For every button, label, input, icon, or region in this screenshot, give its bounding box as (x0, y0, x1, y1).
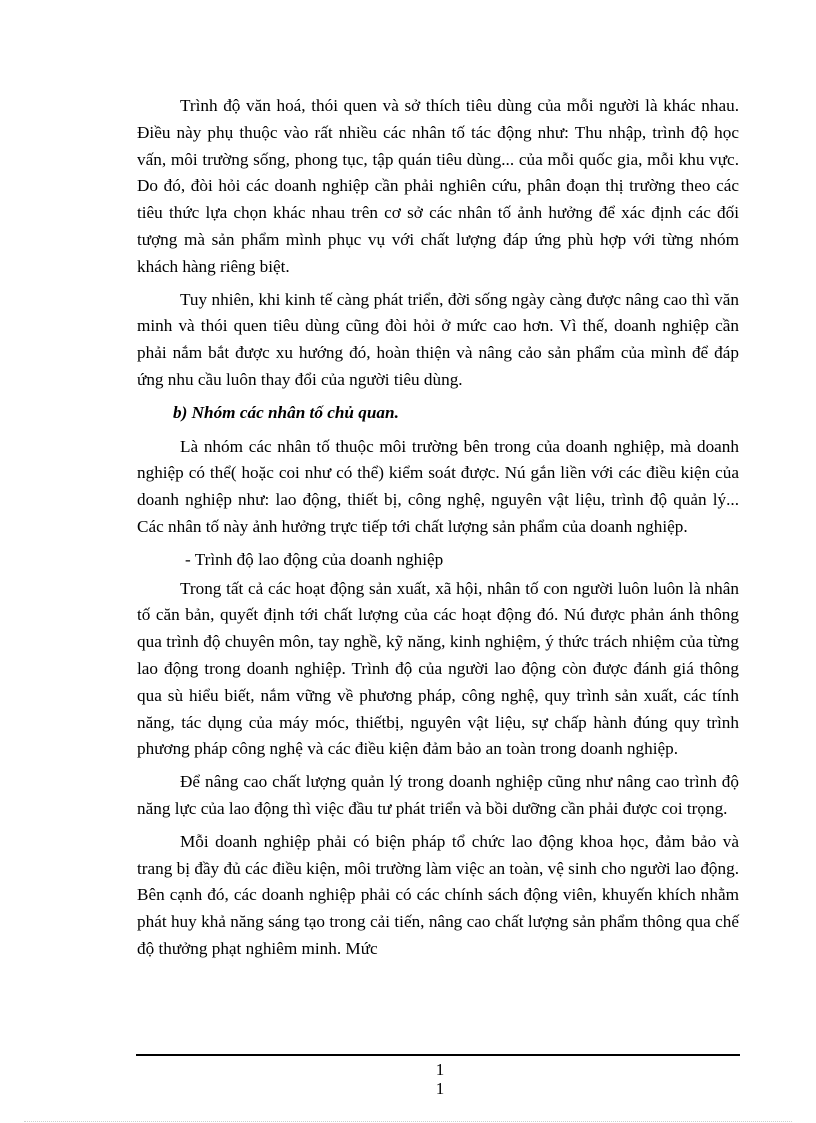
page-bottom-edge (24, 1121, 792, 1122)
paragraph-labor-organization: Mỗi doanh nghiệp phải có biện pháp tổ chức lao động khoa học, đảm bảo và trang bị đầy đủ các điều kiện, môi trường làm việc an toàn, vệ sinh cho người lao động. Bên cạnh đó, các doanh nghiệp phải có các chính sách động viên, khuyến khích nhằm phát huy khả năng sáng tạo trong cải tiến, nâng cao chất lượng sản phẩm thông qua chế độ thưởng phạt nghiêm minh. Mức (137, 831, 739, 958)
paragraph-economic-development: Tuy nhiên, khi kinh tế càng phát triển, đời sống ngày càng được nâng cao thì văn minh và thói quen tiêu dùng cũng đòi hỏi ở mức cao hơn. Vì thế, doanh nghiệp cần phải nắm bắt được xu hướng đó, hoàn thiện và nâng cảo sản phẩm của mình để đáp ứng nhu cầu luôn thay đổi của người tiêu dùng. (137, 289, 739, 389)
document-body (137, 93, 739, 969)
paragraph-management-quality: Để nâng cao chất lượng quản lý trong doanh nghiệp cũng như nâng cao trình độ năng lực của lao động thì việc đầu tư phát triển và bồi dưỡng cần phải được coi trọng. (137, 772, 739, 818)
paragraph-subjective-factors: Là nhóm các nhân tố thuộc môi trường bên trong của doanh nghiệp, mà doanh nghiệp có thể( hoặc coi như có thể) kiểm soát được. Nú gắn liền với các điều kiện của doanh nghiệp như: lao động, thiết bị, công nghệ, nguyên vật liệu, trình độ quản lý... Các nhân tố này ảnh hưởng trực tiếp tới chất lượng sản phẩm của doanh nghiệp. (137, 436, 739, 536)
footer-divider (136, 1054, 740, 1056)
paragraph-human-factor: Trong tất cả các hoạt động sản xuất, xã hội, nhân tố con người luôn luôn là nhân tố căn bản, quyết định tới chất lượng của các hoạt động đó. Nú được phản ánh thông qua trình độ chuyên môn, tay nghề, kỹ năng, kinh nghiệm, ý thức trách nhiệm của từng lao động trong doanh nghiệp. Trình độ của người lao động còn được đánh giá thông qua sù hiểu biết, nắm vững về phương pháp, công nghệ, quy trình sản xuất, các tính năng, tác dụng của máy móc, thiếtbị, nguyên vật liệu, sự chấp hành đúng quy trình phương pháp công nghệ và các điều kiện đảm bảo an toàn trong doanh nghiệp. (137, 578, 739, 759)
subheading-labor-level: - Trình độ lao động của doanh nghiệp (185, 549, 444, 569)
page-number: 1 (435, 1060, 445, 1079)
section-heading-subjective-factors: b) Nhóm các nhân tố chủ quan. (173, 402, 399, 422)
paragraph-consumer-culture: Trình độ văn hoá, thói quen và sở thích tiêu dùng của mỗi người là khác nhau. Điều này phụ thuộc vào rất nhiều các nhân tố tác động như: Thu nhập, trình độ học vấn, môi trường sống, phong tục, tập quán tiêu dùng... của mỗi quốc gia, mỗi khu vực. Do đó, đòi hỏi các doanh nghiệp cần phải nghiên cứu, phân đoạn thị trường theo các tiêu thức lựa chọn khác nhau trên cơ sở các nhân tố ảnh hưởng để xác định các đối tượng mà sản phẩm mình phục vụ với chất lượng đáp ứng phù hợp với từng nhóm khách hàng riêng biệt. (137, 96, 739, 276)
page-number-repeat: 1 (435, 1079, 445, 1098)
